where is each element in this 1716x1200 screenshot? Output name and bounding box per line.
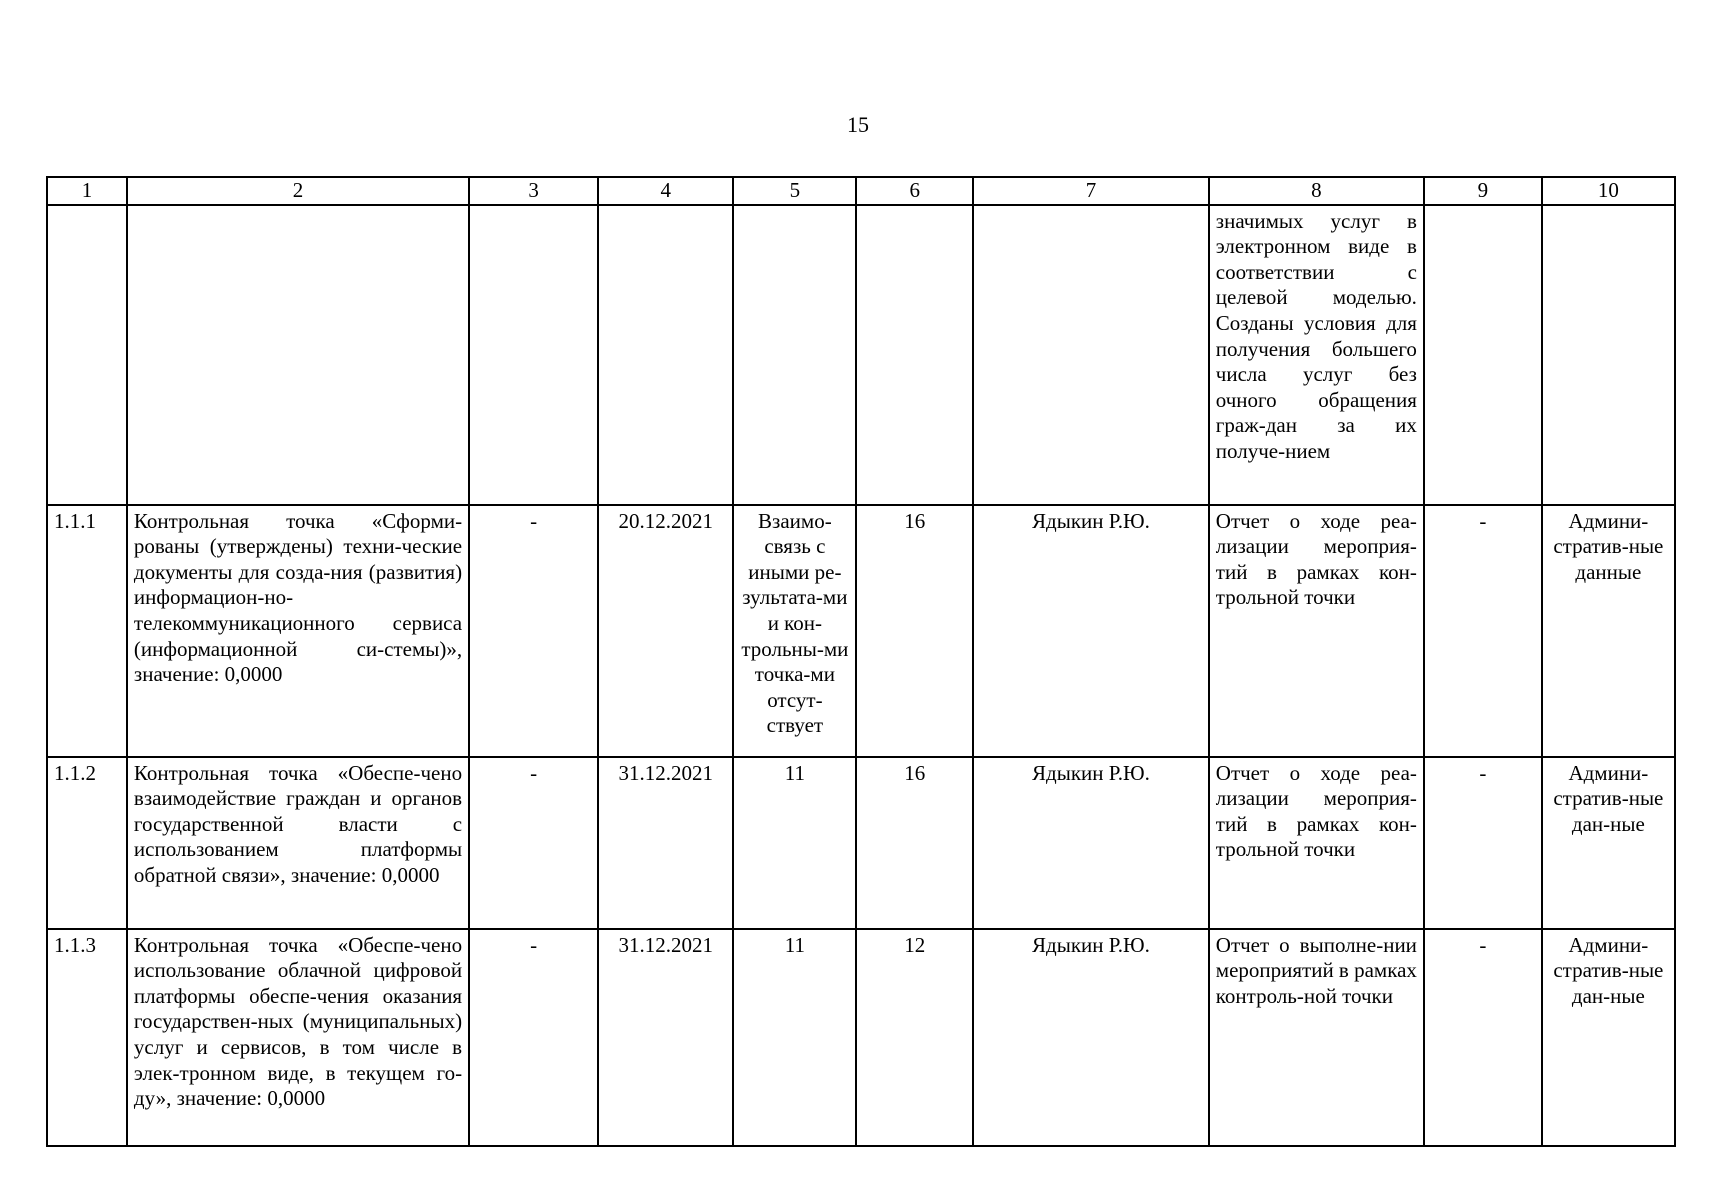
due-date: 31.12.2021 <box>598 929 733 1146</box>
column-header-5: 5 <box>733 177 856 205</box>
responsible-person: Ядыкин Р.Ю. <box>973 757 1209 929</box>
due-date: 31.12.2021 <box>598 757 733 929</box>
row-number: 1.1.3 <box>47 929 127 1146</box>
data-source: Админи-стратив-ные данные <box>1542 505 1675 757</box>
control-point-description: Контрольная точка «Сформи-рованы (утверждены) техни-ческие документы для созда-ния (развития) информацион-но-телекоммуникационного сервиса (информационной си-стемы)», значение: 0,0000 <box>127 505 469 757</box>
column-5-value: 11 <box>733 757 856 929</box>
continuation-row <box>47 205 1675 505</box>
column-header-2: 2 <box>127 177 469 205</box>
responsible-person: Ядыкин Р.Ю. <box>973 929 1209 1146</box>
empty-cell <box>469 205 598 505</box>
table-row <box>47 929 1675 1146</box>
empty-cell <box>856 205 973 505</box>
column-3-value: - <box>469 929 598 1146</box>
data-source: Админи-стратив-ные дан-ные <box>1542 757 1675 929</box>
empty-cell <box>1424 205 1542 505</box>
report-document: Отчет о выполне-нии мероприятий в рамках контроль-ной точки <box>1209 929 1424 1146</box>
column-header-8: 8 <box>1209 177 1424 205</box>
empty-cell <box>733 205 856 505</box>
column-9-value: - <box>1424 505 1542 757</box>
column-header-9: 9 <box>1424 177 1542 205</box>
table-header-row <box>47 177 1675 205</box>
column-3-value: - <box>469 757 598 929</box>
column-header-1: 1 <box>47 177 127 205</box>
report-document: Отчет о ходе реа-лизации мероприя-тий в рамках кон-трольной точки <box>1209 505 1424 757</box>
column-6-value: 16 <box>856 505 973 757</box>
table-row <box>47 757 1675 929</box>
column-6-value: 16 <box>856 757 973 929</box>
column-5-value: 11 <box>733 929 856 1146</box>
column-6-value: 12 <box>856 929 973 1146</box>
column-header-10: 10 <box>1542 177 1675 205</box>
empty-cell <box>127 205 469 505</box>
report-document: Отчет о ходе реа-лизации мероприя-тий в рамках кон-трольной точки <box>1209 757 1424 929</box>
column-header-7: 7 <box>973 177 1209 205</box>
due-date: 20.12.2021 <box>598 505 733 757</box>
control-point-description: Контрольная точка «Обеспе-чено использование облачной цифровой платформы обеспе-чения оказания государствен-ных (муниципальных) услуг и сервисов, в том числе в элек-тронном виде, в текущем го-ду», значение: 0,0000 <box>127 929 469 1146</box>
data-source: Админи-стратив-ные дан-ные <box>1542 929 1675 1146</box>
responsible-person: Ядыкин Р.Ю. <box>973 505 1209 757</box>
page-number: 15 <box>847 112 869 137</box>
row-number: 1.1.2 <box>47 757 127 929</box>
control-point-description: Контрольная точка «Обеспе-чено взаимодействие граждан и органов государственной власти с использованием платформы обратной связи», значение: 0,0000 <box>127 757 469 929</box>
column-9-value: - <box>1424 757 1542 929</box>
table-row <box>47 505 1675 757</box>
column-9-value: - <box>1424 929 1542 1146</box>
column-header-3: 3 <box>469 177 598 205</box>
empty-cell <box>598 205 733 505</box>
column-5-value: Взаимо-связь с иными ре-зультата-ми и кон-трольны-ми точка-ми отсут-ствует <box>733 505 856 757</box>
continuation-result-text: значимых услуг в электронном виде в соответствии с целевой моделью. Созданы условия для получения большего числа услуг без очного обращения граж-дан за их получе-нием <box>1209 205 1424 505</box>
row-number: 1.1.1 <box>47 505 127 757</box>
empty-cell <box>973 205 1209 505</box>
empty-cell <box>1542 205 1675 505</box>
events-table <box>46 176 1676 1147</box>
column-3-value: - <box>469 505 598 757</box>
empty-cell <box>47 205 127 505</box>
column-header-4: 4 <box>598 177 733 205</box>
column-header-6: 6 <box>856 177 973 205</box>
